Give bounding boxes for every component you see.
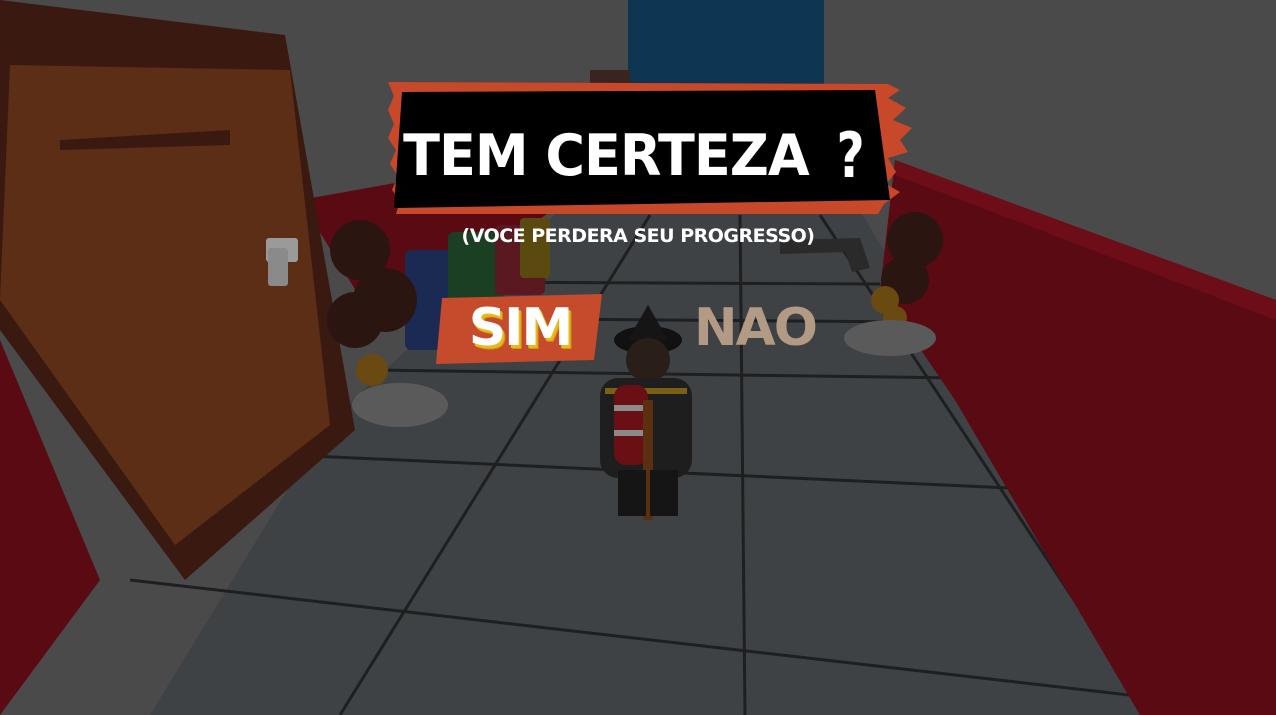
cancel-button[interactable]: [680, 294, 830, 364]
dialog-title: [388, 119, 880, 192]
dialog-subtitle: (VOCE PERDERA SEU PROGRESSO): [461, 225, 815, 247]
confirm-button-label: SIM: [468, 298, 572, 358]
title-banner: [388, 80, 920, 220]
dialog-question-mark: ?: [836, 119, 864, 192]
cancel-button-label: NAO: [694, 298, 816, 358]
confirm-button[interactable]: [436, 294, 604, 364]
dialog-title-text: TEM CERTEZA: [403, 122, 809, 189]
